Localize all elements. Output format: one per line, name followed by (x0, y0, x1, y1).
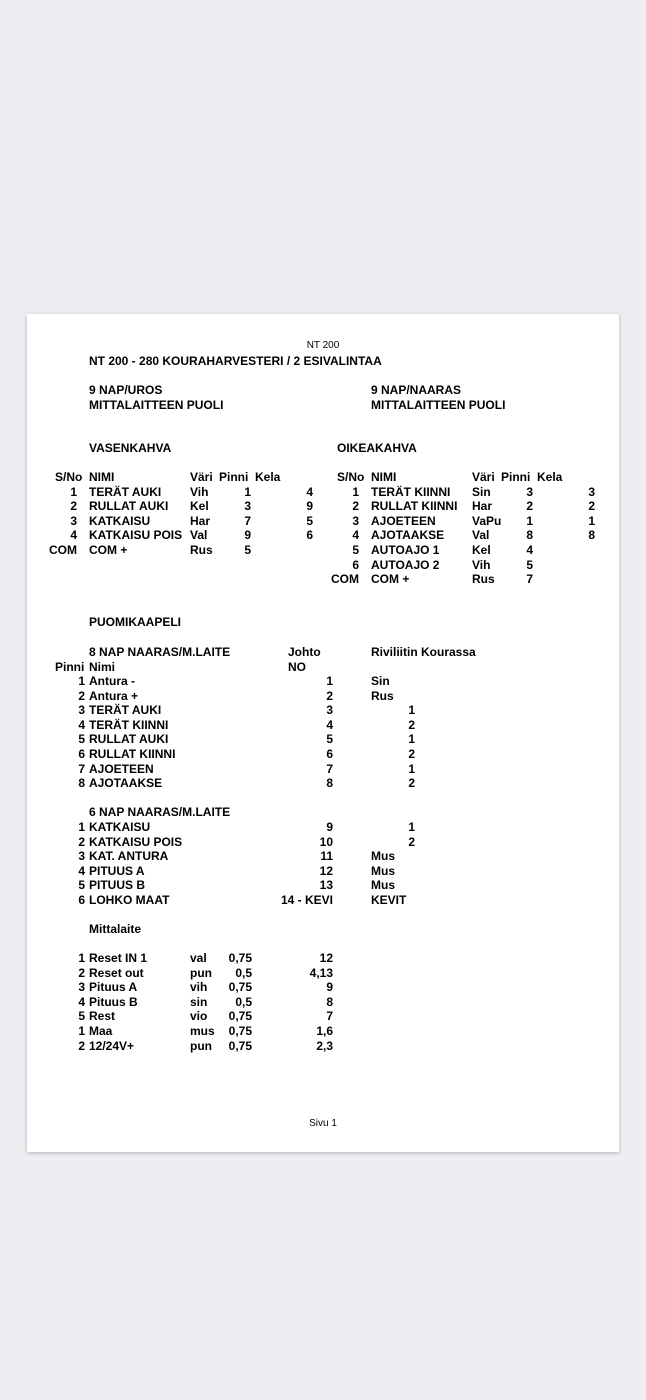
row-pinni: 2 (526, 499, 533, 514)
row-sno: COM (49, 543, 77, 557)
row-vari: Har (190, 513, 211, 528)
header-sno: S/No (337, 470, 365, 484)
row-kela: 5 (306, 513, 313, 528)
document-page (27, 314, 619, 1152)
row-pinni: 8 (526, 528, 533, 543)
row-pinni: 6 (78, 893, 85, 907)
row-nimi: Pituus B (89, 994, 138, 1009)
row-johto-no: 9 (326, 820, 333, 834)
row-nimi: AUTOAJO 1 (371, 543, 440, 557)
row-nimi: KATKAISU POIS (89, 528, 183, 543)
row-nimi: KAT. ANTURA (89, 849, 169, 864)
left-connector-type: 9 NAP/UROS (89, 383, 163, 397)
row-johto-no: 13 (319, 878, 333, 893)
row-nimi: TERÄT KIINNI (89, 717, 169, 732)
row-riviliitin: 1 (408, 732, 415, 747)
row-pinni: 5 (78, 878, 85, 893)
row-sno: 4 (70, 528, 77, 543)
row-pinni: 4 (526, 543, 533, 557)
document-title: NT 200 - 280 KOURAHARVESTERI / 2 ESIVALINTAA (89, 354, 382, 368)
row-nimi: PITUUS A (89, 863, 145, 878)
header-pinni: Pinni (501, 470, 531, 484)
row-color: vih (190, 980, 208, 995)
row-sno: 3 (70, 513, 77, 528)
row-pinni: 1 (78, 1024, 85, 1038)
oikeakahva-title: OIKEAKAHVA (337, 441, 417, 455)
row-size: 0,75 (228, 980, 252, 995)
header-kela: Kela (537, 470, 563, 484)
row-pinni: 3 (78, 849, 85, 864)
row-nimi: RULLAT AUKI (89, 499, 169, 514)
header-nimi: NIMI (371, 470, 397, 484)
row-nimi: AJOETEEN (89, 761, 154, 776)
row-pinni: 1 (526, 513, 533, 528)
puomi-pinni-header: Pinni (55, 660, 85, 674)
row-pinni: 2 (78, 965, 85, 980)
row-kela: 8 (588, 528, 595, 543)
row-johto-no: 4 (326, 717, 333, 732)
row-pinni: 3 (78, 703, 85, 718)
row-color: vio (190, 1009, 208, 1024)
row-nimi: RULLAT KIINNI (89, 747, 176, 761)
row-pinni: 8 (78, 776, 85, 791)
row-nimi: Reset out (89, 965, 144, 980)
row-color: mus (190, 1024, 215, 1038)
row-pinni: 1 (78, 951, 85, 965)
row-kela: 9 (306, 499, 313, 514)
row-nimi: KATKAISU (89, 513, 151, 528)
row-riviliitin: 1 (408, 761, 415, 776)
row-johto-no: 1 (326, 674, 333, 688)
row-size: 0,75 (228, 951, 252, 965)
row-nimi: RULLAT AUKI (89, 732, 169, 747)
row-size: 0,5 (235, 994, 252, 1009)
row-nimi: AUTOAJO 2 (371, 557, 440, 572)
row-vari: Rus (190, 543, 213, 557)
row-johto-no: 2,3 (316, 1038, 333, 1053)
row-pinni: 5 (78, 732, 85, 747)
puomi-riviliitin-header: Riviliitin Kourassa (371, 645, 476, 659)
row-vari: Val (472, 528, 490, 543)
row-johto-no: 7 (326, 761, 333, 776)
row-kela: 6 (306, 528, 313, 543)
row-johto-no: 2 (326, 688, 333, 703)
header-vari: Väri (190, 470, 213, 484)
row-sno: 2 (70, 499, 77, 514)
page-footer: Sivu 1 (309, 1118, 337, 1129)
row-nimi: TERÄT AUKI (89, 703, 162, 718)
row-pinni: 6 (78, 747, 85, 761)
row-size: 0,75 (228, 1038, 252, 1053)
header-nimi: NIMI (89, 470, 115, 484)
row-pinni: 4 (78, 717, 85, 732)
row-pinni: 5 (244, 543, 251, 557)
row-vari: Vih (190, 484, 209, 499)
row-johto-no: 12 (319, 863, 333, 878)
document-code: NT 200 (306, 340, 340, 351)
row-riviliitin: 2 (408, 776, 415, 791)
row-sno: 6 (352, 557, 359, 572)
row-riviliitin: Mus (371, 878, 395, 893)
row-nimi: TERÄT KIINNI (371, 484, 451, 499)
row-sno: COM (331, 572, 359, 587)
row-nimi: RULLAT KIINNI (371, 499, 458, 514)
row-color: val (190, 951, 207, 965)
row-pinni: 4 (78, 994, 85, 1009)
left-connector-side: MITTALAITTEEN PUOLI (89, 398, 224, 412)
row-riviliitin: Sin (371, 674, 390, 688)
row-nimi: COM + (89, 543, 128, 557)
row-pinni: 3 (526, 484, 533, 499)
row-kela: 3 (588, 484, 595, 499)
row-vari: Val (190, 528, 208, 543)
vasenkahva-title: VASENKAHVA (89, 441, 172, 455)
row-nimi: 12/24V+ (89, 1038, 135, 1053)
row-nimi: KATKAISU POIS (89, 834, 183, 849)
row-nimi: Rest (89, 1009, 116, 1024)
row-riviliitin: 2 (408, 717, 415, 732)
row-vari: Kel (190, 499, 209, 514)
row-size: 0,75 (228, 1024, 252, 1038)
row-pinni: 7 (526, 572, 533, 587)
row-johto-no: 6 (326, 747, 333, 761)
row-johto-no: 8 (326, 994, 333, 1009)
row-pinni: 1 (78, 674, 85, 688)
header-pinni: Pinni (219, 470, 249, 484)
row-pinni: 5 (526, 557, 533, 572)
row-pinni: 9 (244, 528, 251, 543)
row-riviliitin: Mus (371, 849, 395, 864)
row-nimi: Reset IN 1 (89, 951, 148, 965)
row-nimi: AJOTAAKSE (371, 528, 445, 543)
row-nimi: TERÄT AUKI (89, 484, 162, 499)
row-nimi: LOHKO MAAT (89, 893, 170, 907)
row-johto-no: 14 - KEVI (280, 893, 333, 907)
row-johto-no: 12 (319, 951, 333, 965)
puomi-8nap-subtitle: 8 NAP NAARAS/M.LAITE (89, 645, 231, 659)
row-vari: Sin (472, 484, 491, 499)
row-sno: 1 (70, 484, 77, 499)
puomi-johto-header: Johto (288, 645, 321, 659)
row-vari: Har (472, 499, 493, 514)
puomikaapeli-title: PUOMIKAAPELI (89, 615, 182, 629)
row-johto-no: 4,13 (309, 965, 333, 980)
row-sno: 2 (352, 499, 359, 514)
row-sno: 5 (352, 543, 359, 557)
row-nimi: Pituus A (89, 980, 138, 995)
row-johto-no: 3 (326, 703, 333, 718)
row-pinni: 1 (244, 484, 251, 499)
row-riviliitin: 2 (408, 834, 415, 849)
header-sno: S/No (55, 470, 83, 484)
row-johto-no: 10 (319, 834, 333, 849)
row-sno: 4 (352, 528, 359, 543)
header-vari: Väri (472, 470, 495, 484)
row-vari: Vih (472, 557, 491, 572)
row-nimi: AJOTAAKSE (89, 776, 163, 791)
row-pinni: 5 (78, 1009, 85, 1024)
row-nimi: COM + (371, 572, 410, 587)
row-riviliitin: Rus (371, 688, 394, 703)
row-color: pun (190, 1038, 212, 1053)
row-riviliitin: KEVIT (371, 893, 407, 907)
row-pinni: 3 (244, 499, 251, 514)
row-vari: VaPu (472, 513, 502, 528)
row-size: 0,5 (235, 965, 252, 980)
row-color: sin (190, 994, 208, 1009)
row-nimi: AJOETEEN (371, 513, 436, 528)
row-sno: 3 (352, 513, 359, 528)
puomi-nimi-header: Nimi (89, 660, 116, 674)
row-riviliitin: Mus (371, 863, 395, 878)
row-pinni: 3 (78, 980, 85, 995)
row-vari: Rus (472, 572, 495, 587)
puomi-6nap-subtitle: 6 NAP NAARAS/M.LAITE (89, 805, 231, 819)
row-nimi: Antura + (89, 688, 139, 703)
row-pinni: 2 (78, 1038, 85, 1053)
row-color: pun (190, 965, 212, 980)
row-nimi: PITUUS B (89, 878, 146, 893)
header-kela: Kela (255, 470, 281, 484)
row-sno: 1 (352, 484, 359, 499)
row-nimi: KATKAISU (89, 820, 151, 834)
row-johto-no: 1,6 (316, 1024, 333, 1038)
row-kela: 1 (588, 513, 595, 528)
row-pinni: 2 (78, 834, 85, 849)
row-pinni: 7 (78, 761, 85, 776)
puomi-no-header: NO (288, 660, 306, 674)
row-riviliitin: 1 (408, 820, 415, 834)
row-nimi: Antura - (89, 674, 135, 688)
mittalaite-title: Mittalaite (89, 922, 142, 936)
row-kela: 2 (588, 499, 595, 514)
row-nimi: Maa (89, 1024, 113, 1038)
right-connector-type: 9 NAP/NAARAS (371, 383, 462, 397)
row-johto-no: 7 (326, 1009, 333, 1024)
row-pinni: 1 (78, 820, 85, 834)
row-pinni: 4 (78, 863, 85, 878)
row-size: 0,75 (228, 1009, 252, 1024)
row-kela: 4 (306, 484, 313, 499)
row-pinni: 7 (244, 513, 251, 528)
row-johto-no: 8 (326, 776, 333, 791)
row-riviliitin: 2 (408, 747, 415, 761)
row-riviliitin: 1 (408, 703, 415, 718)
row-vari: Kel (472, 543, 491, 557)
row-johto-no: 9 (326, 980, 333, 995)
right-connector-side: MITTALAITTEEN PUOLI (371, 398, 506, 412)
row-johto-no: 5 (326, 732, 333, 747)
row-johto-no: 11 (320, 849, 333, 864)
row-pinni: 2 (78, 688, 85, 703)
